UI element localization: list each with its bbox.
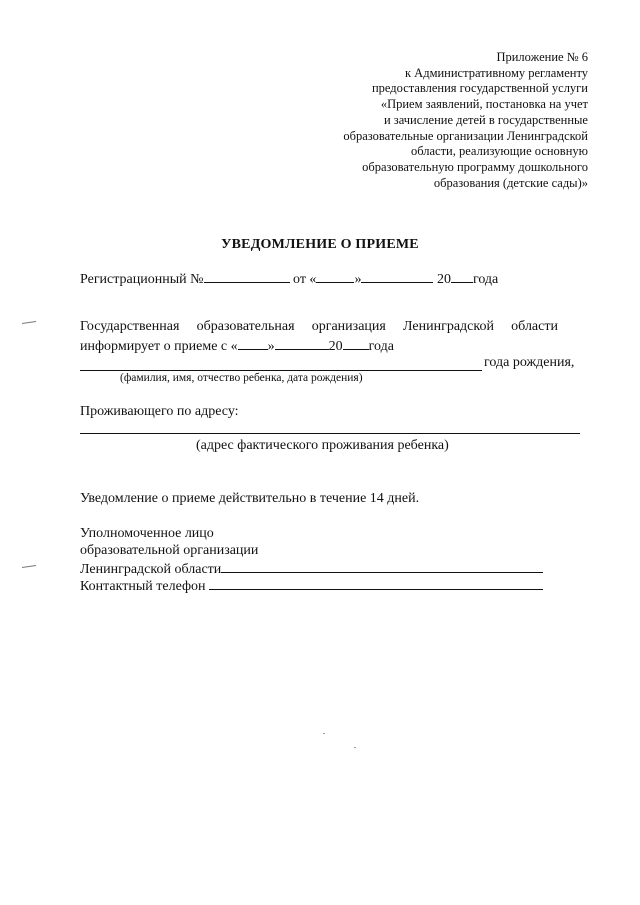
child-info-field[interactable] (80, 370, 482, 371)
notice-line-2 (80, 337, 394, 355)
phone-label: Контактный телефон (80, 579, 206, 594)
margin-mark (22, 565, 36, 568)
notice-quote: » (267, 339, 275, 354)
appendix-line: Приложение № 6 (496, 50, 588, 64)
registration-line (80, 270, 498, 288)
notice-year-prefix: 20 (328, 339, 343, 354)
appendix-line: и зачисление детей в государственные (383, 112, 588, 127)
notice-month-blank[interactable] (275, 337, 329, 350)
notice-line-1 (80, 319, 558, 335)
validity-text: Уведомление о приеме действительно в течение 14 дней. (80, 491, 420, 506)
official-region-label: Ленинградской области (80, 562, 222, 577)
birth-suffix: года рождения, (484, 355, 575, 370)
appendix-line: образовательные организации Ленинградской (343, 128, 588, 143)
appendix-line: к Административному регламенту (404, 65, 588, 80)
phone-field[interactable] (209, 577, 543, 590)
official-signature-field[interactable] (221, 560, 543, 573)
appendix-line: образования (детские сады)» (433, 175, 588, 190)
phone-line (80, 577, 543, 595)
notice-day-blank[interactable] (238, 337, 268, 350)
notice-suffix: года (368, 339, 394, 354)
registration-day-blank[interactable] (316, 270, 354, 283)
margin-mark (22, 321, 36, 324)
notice-word: Государственная (80, 319, 180, 334)
appendix-header (258, 50, 588, 191)
appendix-line: предоставления государственной услуги (371, 81, 588, 96)
official-line-2: образовательной организации (80, 543, 259, 558)
address-field[interactable] (80, 433, 580, 434)
registration-quote-close: » (354, 272, 362, 287)
official-line-1: Уполномоченное лицо (80, 526, 214, 541)
registration-year-blank[interactable] (451, 270, 473, 283)
document-title: УВЕДОМЛЕНИЕ О ПРИЕМЕ (221, 237, 419, 252)
appendix-line: «Прием заявлений, постановка на учет (380, 97, 588, 112)
scan-speck (323, 733, 325, 734)
registration-from: от « (293, 272, 317, 287)
notice-word: Ленинградской (403, 319, 494, 334)
scan-speck (354, 747, 356, 748)
notice-word: организация (311, 319, 386, 334)
registration-label: Регистрационный № (80, 272, 204, 287)
official-line-3 (80, 560, 543, 578)
notice-year-blank[interactable] (343, 337, 369, 350)
appendix-line: области, реализующие основную (410, 144, 588, 159)
child-info-caption: (фамилия, имя, отчество ребенка, дата рождения) (120, 372, 363, 384)
address-label: Проживающего по адресу: (80, 404, 239, 419)
notice-word: образовательная (196, 319, 295, 334)
registration-year-prefix: 20 (436, 272, 451, 287)
notice-word: области (511, 319, 558, 334)
registration-year-suffix: года (472, 272, 499, 287)
registration-number-blank[interactable] (204, 270, 290, 283)
address-caption: (адрес фактического проживания ребенка) (196, 438, 449, 453)
appendix-line: образовательную программу дошкольного (362, 159, 588, 174)
notice-prefix: информирует о приеме с « (80, 339, 238, 354)
registration-month-blank[interactable] (361, 270, 433, 283)
